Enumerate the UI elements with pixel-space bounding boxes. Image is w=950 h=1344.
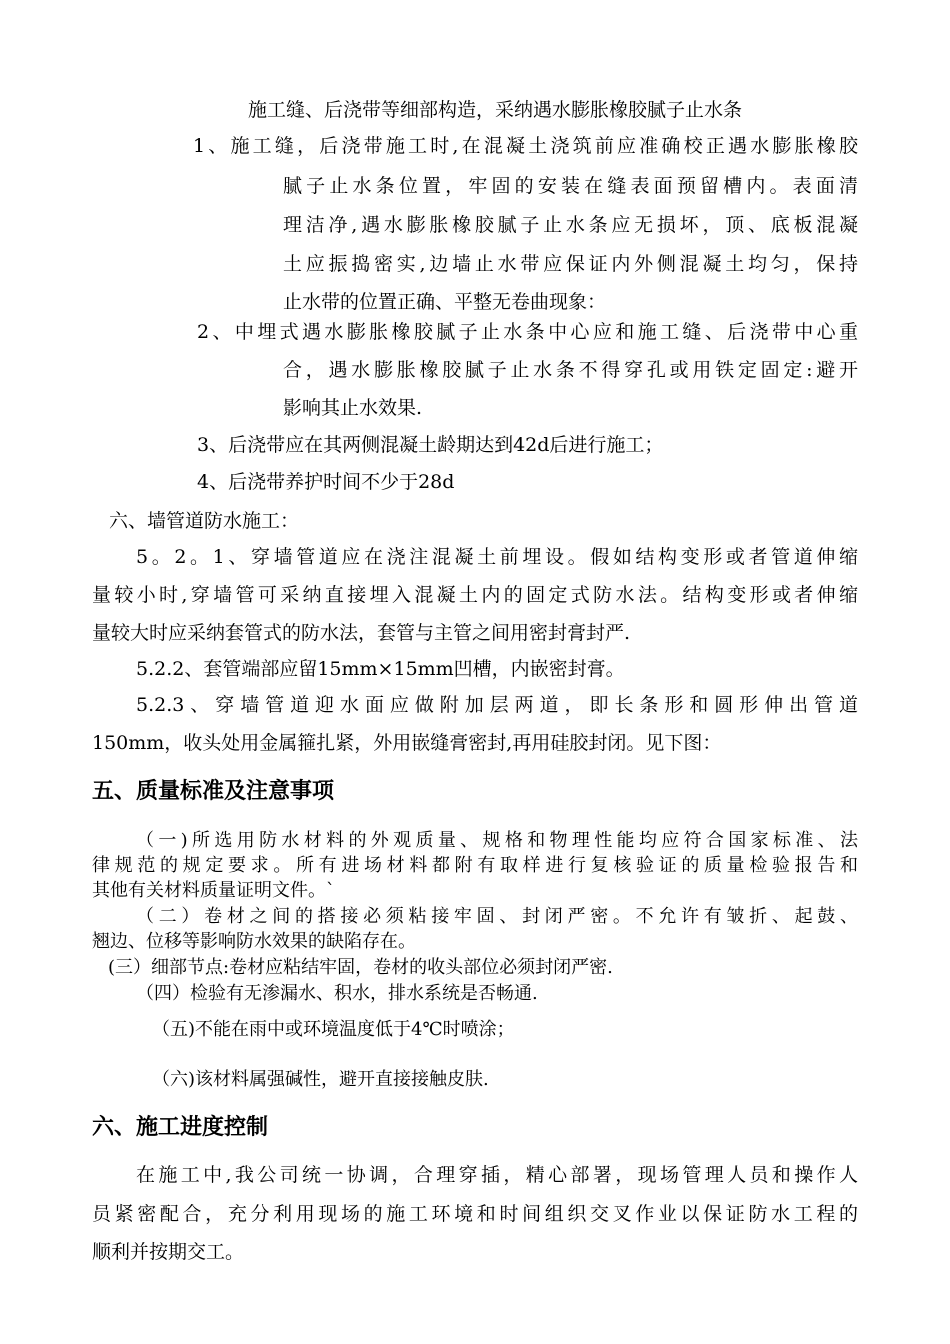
s6-para-line2: 员紧密配合，充分利用现场的施工环境和时间组织交叉作业以保证防水工程的 xyxy=(92,1203,858,1225)
wall-pipe-heading: 六、墙管道防水施工： xyxy=(109,510,300,532)
item3-line: 3、后浇带应在其两侧混凝土龄期达到42d后进行施工； xyxy=(197,434,664,456)
p523-line2: 150mm，收头处用金属箍扎紧，外用嵌缝膏密封,再用硅胶封闭。见下图： xyxy=(92,732,722,754)
item1-line2: 腻子止水条位置，牢固的安装在缝表面预留槽内。表面清 xyxy=(283,175,858,197)
p522-line: 5.2.2、套管端部应留15mm×15mm凹槽，内嵌密封膏。 xyxy=(136,658,625,680)
item2-line1: 2、中埋式遇水膨胀橡胶腻子止水条中心应和施工缝、后浇带中心重 xyxy=(197,321,858,343)
q1-line1: （一)所选用防水材料的外观质量、规格和物理性能均应符合国家标准、法 xyxy=(136,830,858,851)
q1-line2: 律规范的规定要求。所有进场材料都附有取样进行复核验证的质量检验报告和 xyxy=(92,855,858,876)
p521-line1: 5。2。1、穿墙管道应在浇注混凝土前埋设。假如结构变形或者管道伸缩 xyxy=(136,546,858,568)
p521-line3: 量较大时应采纳套管式的防水法，套管与主管之间用密封膏封严. xyxy=(92,622,631,644)
item2-line3: 影响其止水效果. xyxy=(283,397,423,419)
q5-line: （五)不能在雨中或环境温度低于4℃时喷涂； xyxy=(152,1019,515,1040)
q2-line2: 翘边、位移等影响防水效果的缺陷存在。 xyxy=(92,931,416,952)
item2-line2: 合，遇水膨胀橡胶腻子止水条不得穿孔或用铁定固定:避开 xyxy=(283,359,858,381)
item1-line1: 1、施工缝，后浇带施工时,在混凝土浇筑前应准确校正遇水膨胀橡胶 xyxy=(193,135,858,157)
item1-line3: 理洁净,遇水膨胀橡胶腻子止水条应无损坏，顶、底板混凝 xyxy=(283,214,858,236)
item4-line: 4、后浇带养护时间不少于28d xyxy=(197,471,455,493)
s6-para-line1: 在施工中,我公司统一协调，合理穿插，精心部署，现场管理人员和操作人 xyxy=(136,1164,858,1186)
item1-line5: 止水带的位置正确、平整无卷曲现象： xyxy=(283,291,607,313)
section6-heading: 六、施工进度控制 xyxy=(92,1115,269,1140)
p521-line2: 量较小时,穿墙管可采纳直接埋入混凝土内的固定式防水法。结构变形或者伸缩 xyxy=(92,584,858,606)
q1-line3: 其他有关材料质量证明文件。` xyxy=(92,880,335,901)
q3-line: (三）细部节点:卷材应粘结牢固，卷材的收头部位必须封闭严密. xyxy=(108,957,613,978)
section5-heading: 五、质量标准及注意事项 xyxy=(92,779,335,804)
q6-line: （六)该材料属强碱性，避开直接接触皮肤. xyxy=(152,1069,489,1090)
intro-line: 施工缝、后浇带等细部构造，采纳遇水膨胀橡胶腻子止水条 xyxy=(248,99,743,121)
p523-line1: 5.2.3、穿墙管道迎水面应做附加层两道，即长条形和圆形伸出管道 xyxy=(136,694,858,716)
q4-line: （四）检验有无渗漏水、积水，排水系统是否畅通. xyxy=(136,983,538,1004)
q2-line1: （二）卷材之间的搭接必须粘接牢固、封闭严密。不允许有皱折、起鼓、 xyxy=(136,906,858,927)
s6-para-line3: 顺利并按期交工。 xyxy=(92,1241,245,1263)
item1-line4: 土应振捣密实,边墙止水带应保证内外侧混凝土均匀，保持 xyxy=(283,253,858,275)
